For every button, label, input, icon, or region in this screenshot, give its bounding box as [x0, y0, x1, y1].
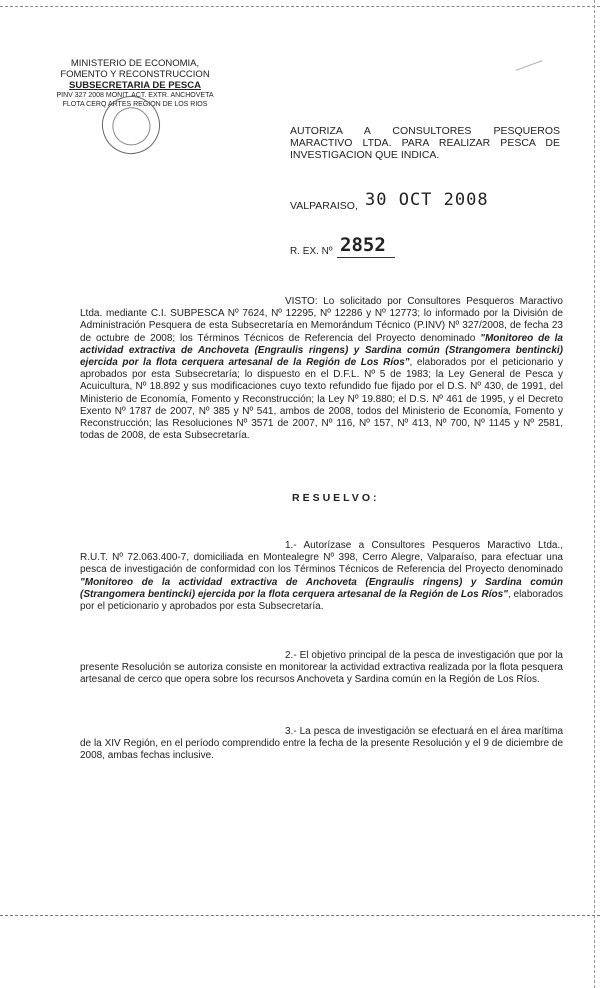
stamp-inner-ring [106, 101, 157, 152]
article-3-text: 3.- La pesca de investigación se efectuará en el área marítima de la XIV Región, en el período comprendido entre la fecha de la presente Resolución y el 9 de diciembre de 2008, ambas fechas inclusive. [80, 726, 563, 762]
top-scan-edge [0, 6, 600, 7]
visto-tail: , elaborados por el peticionario y aprobados por esta Subsecretaría; lo dispuesto en el D.F.L. Nº 5 de 1983; la Ley General de Pesca y Acuicultura, Nº 18.892 y sus modificaciones cuyo texto refundido fue fijado por el D.S. Nº 430, de 1991, del Ministerio de Economía, Fomento y Reconstrucción; la Ley Nº 19.880; el D.S. Nº 461 de 1995, y el Decreto Exento Nº 1787 de 2007, Nº 385 y Nº 541, ambos de 2008, todos del Ministerio de Economía, Fomento y Reconstrucción; las Resoluciones Nº 3571 de 2007, Nº 116, Nº 157, Nº 413, Nº 700, Nº 1145 y Nº 2581, todas de 2008, de esta Subsecretaría. [80, 357, 564, 442]
ministry-name-2: FOMENTO Y RECONSTRUCCION [60, 69, 210, 80]
visto-paragraph [80, 296, 563, 442]
resolution-underline [337, 257, 395, 258]
article-2 [80, 650, 563, 687]
visto-lead: VISTO: Lo solicitado por Consultores Pesqueros Maractivo Ltda. mediante C.I. SUBPESCA Nº 7624, Nº 12295, Nº 12286 y Nº 12773; lo informado por la División de Administración Pesquera de esta Subsecretaría en Memorándum Técnico (P.INV) Nº 327/2008, de fecha 23 de octubre de 2008; los Términos Técnicos de Referencia del Proyecto denominado [80, 296, 563, 344]
corner-mark [516, 60, 543, 71]
article-3 [80, 726, 563, 763]
document-title: AUTORIZA A CONSULTORES PESQUEROS MARACTIVO LTDA. PARA REALIZAR PESCA DE INVESTIGACION QUE INDICA. [290, 125, 560, 161]
place-label: VALPARAISO, [290, 200, 358, 212]
article-1 [80, 540, 563, 613]
ministry-name: MINISTERIO DE ECONOMIA, [70, 58, 200, 69]
resolution-label: R. EX. Nº [290, 246, 333, 257]
resolution-number: 2852 [340, 234, 386, 256]
article-1-lead: 1.- Autorízase a Consultores Pesqueros Maractivo Ltda., R.U.T. Nº 72.063.400-7, domiciliada en Montealegre Nº 398, Cerro Alegre, Valparaíso, para efectuar una pesca de investigación de conformidad con los Términos Técnicos de Referencia del Proyecto denominado [80, 540, 563, 576]
subsecretaria-name: SUBSECRETARIA DE PESCA [69, 80, 201, 91]
article-2-text: 2.- El objetivo principal de la pesca de investigación que por la presente Resolución se autoriza consiste en monitorear la actividad extractiva realizada por la flota pesquera artesanal de cerco que opera sobre los recursos Anchoveta y Sardina común en la Región de Los Ríos. [80, 650, 563, 686]
reference-line-2: FLOTA CERQ ARTES REGION DE LOS RIOS [62, 101, 208, 108]
bottom-scan-edge [0, 915, 600, 916]
right-scan-edge [594, 0, 595, 988]
date-stamp: 30 OCT 2008 [365, 190, 489, 210]
article-1-project: "Monitoreo de la actividad extractiva de Anchoveta (Engraulis ringens) y Sardina común (Strangomera bentincki) ejercida por la flota cerquera artesanal de la Región de Los Ríos" [80, 576, 563, 600]
resuelvo-heading: RESUELVO: [292, 492, 380, 504]
reference-line-1: PINV 327 2008 MONIT. ACT. EXTR. ANCHOVETA [56, 92, 214, 99]
visto-project: "Monitoreo de la actividad extractiva de Anchoveta (Engraulis ringens) y Sardina común (Strangomera bentincki) ejercida por la flota cerquera artesanal de la Región de Los Ríos" [80, 332, 563, 369]
article-1-tail: , elaborados por el peticionario y aprobados por esta Subsecretaría. [80, 588, 563, 613]
